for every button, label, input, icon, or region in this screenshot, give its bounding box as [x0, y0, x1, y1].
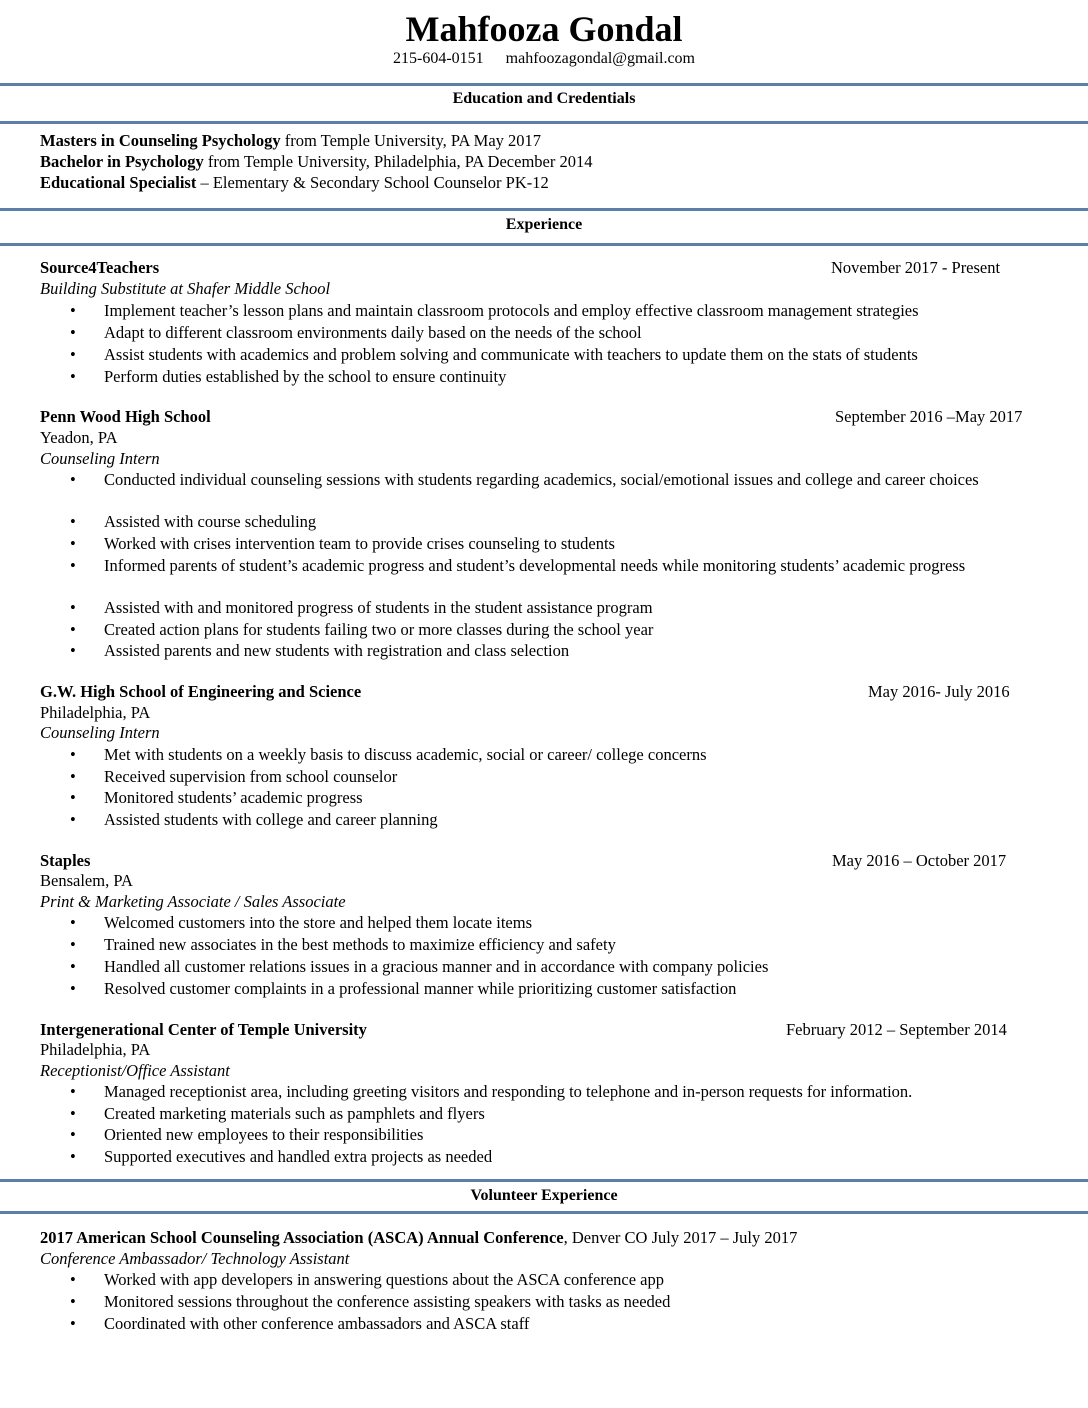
section-divider — [0, 83, 1088, 86]
education-item: Bachelor in Psychology from Temple University, Philadelphia, PA December 2014 — [40, 152, 593, 171]
section-divider — [0, 1211, 1088, 1214]
job-location: Philadelphia, PA — [40, 1040, 151, 1059]
contact-line — [0, 49, 1088, 69]
section-divider — [0, 121, 1088, 124]
education-item: Educational Specialist – Elementary & Secondary School Counselor PK-12 — [40, 173, 549, 192]
candidate-name: Mahfooza Gondal — [405, 9, 683, 49]
section-title-education: Education and Credentials — [452, 90, 636, 107]
resume-page: Mahfooza Gondal 215-604-0151 mahfoozagondal@gmail.com Education and Credentials Masters in Counseling Psychology from Temple University, PA May 2017 Bachelor in Psychology from Temple University, Philadelphia, PA December 2014 Educational Specialist – Elementary & Secondary School Counselor PK-12 Experience Source4Teachers November 2017 - Present Building Substitute at Shafer Middle School • Implement teacher’s lesson plans and maintain classroom protocols and employ effective classroom management strategies • Adapt to different classroom environments daily based on the needs of the school • Assist students with academics and problem solving and communicate with teachers to update them on the stats of students • Perform duties established by the school to ensure continuity Penn Wood High School September 2016 –May 2017 Yeadon, PA Counseling Intern • Conducted individual counseling sessions with students regarding academics, social/emotional issues and college and career choices • Assisted with course scheduling • Worked with crises intervention team to provide crises counseling to students • Informed parents of student’s academic progress and student’s developmental needs while monitoring students’ academic progress • Assisted with and monitored progress of students in the student assistance program • Created action plans for students failing two or more classes during the school year • Assisted parents and new students with registration and class selection G.W. High School of Engineering and Science May 2016- July 2016 Philadelphia, PA Counseling Intern • Met with students on a weekly basis to discuss academic, social or career/ college concerns • Received supervision from school counselor • Monitored students’ academic progress • Assisted students with college and career planning Staples May 2016 – October 2017 Bensalem, PA Print & Marketing Associate / Sales Associate • Welcomed customers into the store and helped them locate items • Trained new associates in the best methods to maximize efficiency and safety • Handled all customer relations issues in a gracious manner and in accordance with company policies • Resolved customer complaints in a professional manner while prioritizing customer satisfaction Intergenerational Center of Temple University February 2012 – September 2014 Philadelphia, PA Receptionist/Office Assistant • Managed receptionist area, including greeting visitors and responding to telephone and in-person requests for information. • Created marketing materials such as pamphlets and flyers • Oriented new employees to their responsibilities • Supported executives and handled extra projects as needed Volunteer Experience 2017 American School Counseling Association (ASCA) Annual Conference, Denver CO July 2017 – July 2017 Conference Ambassador/ Technology Assistant • Worked with app developers in answering questions about the ASCA conference app • Monitored sessions throughout the conference assisting speakers with tasks as needed • Coordinated with other conference ambassadors and ASCA staff — [0, 0, 1088, 1408]
job-dates: September 2016 –May 2017 — [835, 407, 1023, 426]
volunteer-role: Conference Ambassador/ Technology Assistant — [40, 1249, 350, 1268]
section-divider — [0, 1179, 1088, 1182]
volunteer-event: 2017 American School Counseling Association (ASCA) Annual Conference, Denver CO July 2017 – July 2017 — [40, 1228, 798, 1247]
phone-number: 215-604-0151 — [393, 50, 484, 67]
job-org: Intergenerational Center of Temple University — [40, 1020, 367, 1039]
job-dates: February 2012 – September 2014 — [786, 1020, 1007, 1039]
job-org: Source4Teachers — [40, 258, 160, 277]
email-address[interactable]: mahfoozagondal@gmail.com — [505, 50, 695, 67]
section-title-volunteer: Volunteer Experience — [470, 1187, 618, 1204]
job-location: Philadelphia, PA — [40, 703, 151, 722]
section-divider — [0, 208, 1088, 211]
job-role: Print & Marketing Associate / Sales Associate — [40, 892, 346, 911]
job-dates: May 2016 – October 2017 — [832, 851, 1007, 870]
job-role: Receptionist/Office Assistant — [40, 1061, 230, 1080]
job-role: Counseling Intern — [40, 723, 160, 742]
job-org: Staples — [40, 851, 91, 870]
education-item: Masters in Counseling Psychology from Temple University, PA May 2017 — [40, 131, 542, 150]
section-divider — [0, 243, 1088, 246]
job-org: G.W. High School of Engineering and Science — [40, 682, 362, 701]
job-location: Yeadon, PA — [40, 428, 118, 447]
job-role: Building Substitute at Shafer Middle School — [40, 279, 331, 298]
job-org: Penn Wood High School — [40, 407, 211, 426]
job-dates: May 2016- July 2016 — [868, 682, 1010, 701]
section-title-experience: Experience — [505, 216, 583, 233]
job-location: Bensalem, PA — [40, 871, 133, 890]
job-dates: November 2017 - Present — [831, 258, 1001, 277]
job-role: Counseling Intern — [40, 449, 160, 468]
